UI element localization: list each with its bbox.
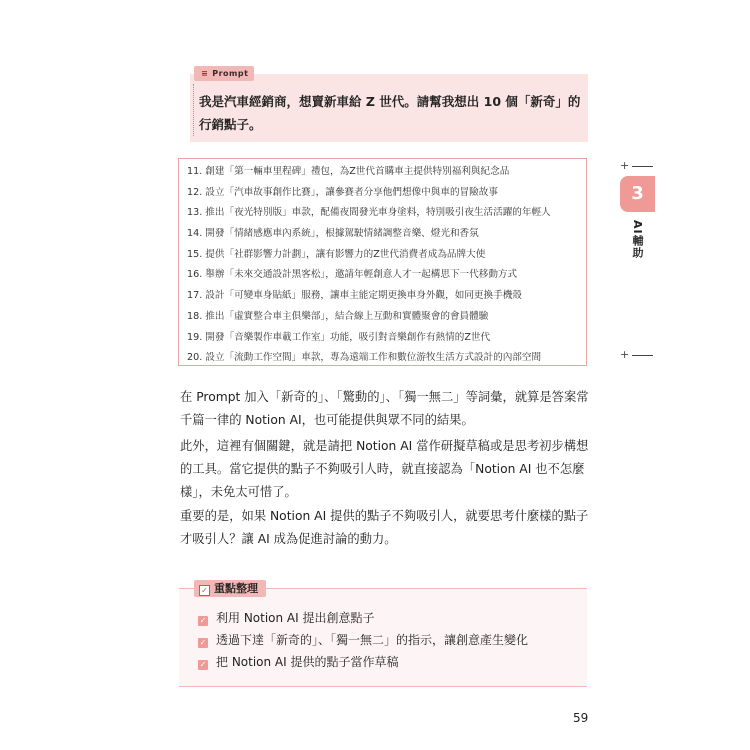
ideas-list xyxy=(178,158,587,366)
prompt-dotted-border xyxy=(193,84,194,136)
plus-icon: + xyxy=(620,159,630,172)
chapter-label: AI輔助 xyxy=(631,220,644,259)
summary-item xyxy=(198,654,399,670)
list-item: 17. 設計「可變車身貼紙」服務，讓車主能定期更換車身外觀，如同更換手機殼 xyxy=(187,290,522,302)
summary-item xyxy=(198,632,528,648)
prompt-tag xyxy=(194,66,254,81)
list-item: 13. 推出「夜光特別版」車款，配備夜間發光車身塗料，特別吸引夜生活活躍的年輕人 xyxy=(187,207,551,219)
checkbox-icon: ✓ xyxy=(199,660,207,669)
chapter-tab: 3 xyxy=(620,176,655,212)
body-paragraph: 在 Prompt 加入「新奇的」、「驚動的」、「獨一無二」等詞彙，就算是答案常千篇一律的 Notion AI，也可能提供與眾不同的結果。 xyxy=(180,390,589,427)
side-rule-bottom xyxy=(632,355,653,356)
summary-item-text: 利用 Notion AI 提出創意點子 xyxy=(216,611,375,625)
list-item: 12. 設立「汽車故事創作比賽」，讓參賽者分享他們想像中與車的冒險故事 xyxy=(187,186,498,198)
page-number: 59 xyxy=(573,711,589,725)
list-item: 11. 創建「第一輛車里程碑」禮包，為Z世代首購車主提供特別福利與紀念品 xyxy=(187,166,510,177)
list-item: 18. 推出「虛實整合車主俱樂部」，結合線上互動和實體聚會的會員體驗 xyxy=(187,310,489,322)
summary-title: 重點整理 xyxy=(214,582,258,595)
list-item: 20. 設立「流動工作空間」車款，專為遠端工作和數位游牧生活方式設計的內部空間 xyxy=(187,352,542,364)
body-paragraph: 重要的是，如果 Notion AI 提供的點子不夠吸引人，就要思考什麼樣的點子才吸引人？讓 AI 成為促進討論的動力。 xyxy=(180,509,589,546)
prompt-text: 我是汽車經銷商，想賣新車給 Z 世代。請幫我想出 10 個「新奇」的行銷點子。 xyxy=(199,94,581,132)
list-item: 19. 開發「音樂製作車載工作室」功能，吸引對音樂創作有熱情的Z世代 xyxy=(187,331,491,343)
checkbox-icon: ✓ xyxy=(199,616,207,625)
summary-item xyxy=(198,610,375,626)
list-item: 16. 舉辦「未來交通設計黑客松」，邀請年輕創意人才一起構思下一代移動方式 xyxy=(187,269,518,281)
prompt-tag-label: Prompt xyxy=(212,69,249,78)
plus-icon: + xyxy=(620,348,630,361)
summary-item-text: 把 Notion AI 提供的點子當作草稿 xyxy=(216,655,399,669)
summary-item-text: 透過下達「新奇的」、「獨一無二」的指示，讓創意產生變化 xyxy=(216,633,529,647)
summary-tag xyxy=(194,580,266,597)
body-paragraph: 此外，這裡有個關鍵，就是請把 Notion AI 當作研擬草稿或是思考初步構想的工具。當它提供的點子不夠吸引人時，就直接認為「Notion AI 也不怎麼樣」，未免太可惜了。 xyxy=(180,439,589,499)
checkbox-icon: ✓ xyxy=(199,585,210,596)
list-icon: ≡ xyxy=(201,69,209,78)
list-item: 15. 提供「社群影響力計劃」，讓有影響力的Z世代消費者成為品牌大使 xyxy=(187,248,486,260)
list-item: 14. 開發「情緒感應車內系統」，根據駕駛情緒調整音樂、燈光和香氛 xyxy=(187,228,479,240)
checkbox-icon: ✓ xyxy=(199,638,207,647)
side-rule-top xyxy=(632,166,653,167)
